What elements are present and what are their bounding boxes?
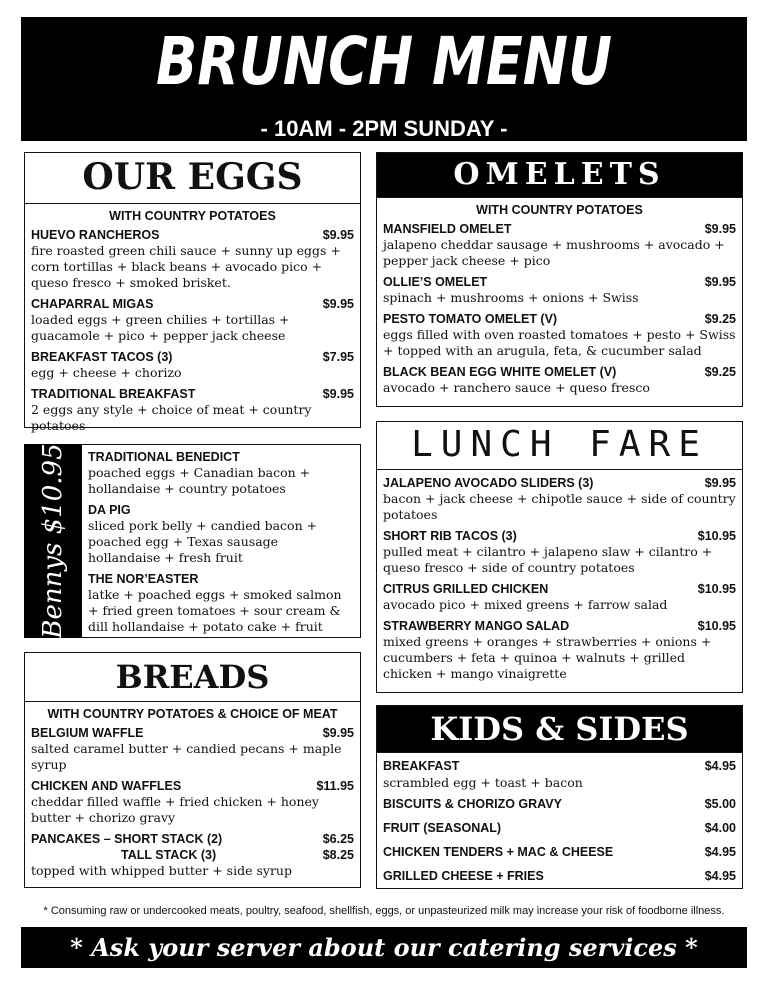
menu-item xyxy=(25,725,360,773)
item-name: CHICKEN TENDERS + MAC & CHEESE xyxy=(383,845,614,859)
item-name: CITRUS GRILLED CHICKEN xyxy=(383,582,549,596)
bennys-tab-label: Bennys $10.95 xyxy=(38,443,68,639)
section-subtitle: WITH COUNTRY POTATOES & CHOICE OF MEAT xyxy=(47,707,338,721)
section-bennys xyxy=(81,444,361,638)
item-name: CHAPARRAL MIGAS xyxy=(31,297,154,311)
item-name: TRADITIONAL BENEDICT xyxy=(88,450,240,464)
item-name: PANCAKES – SHORT STACK (2) xyxy=(31,832,223,846)
item-description: egg + cheese + chorizo xyxy=(31,365,182,380)
item-description: topped with whipped butter + side syrup xyxy=(31,863,292,878)
item-name: TRADITIONAL BREAKFAST xyxy=(31,387,196,401)
item-name: GRILLED CHEESE + FRIES xyxy=(383,869,544,883)
menu-item xyxy=(377,274,742,306)
menu-item xyxy=(25,296,360,344)
menu-item xyxy=(377,581,742,613)
item-name: CHICKEN AND WAFFLES xyxy=(31,779,182,793)
menu-item xyxy=(25,227,360,291)
item-price: $8.25 xyxy=(322,848,354,862)
item-name: STRAWBERRY MANGO SALAD xyxy=(383,619,570,633)
item-price: $9.95 xyxy=(704,222,736,236)
section-subtitle: WITH COUNTRY POTATOES xyxy=(476,203,643,217)
item-price: $9.25 xyxy=(704,312,736,326)
item-description: spinach + mushrooms + onions + Swiss xyxy=(383,290,639,305)
item-price: $9.95 xyxy=(322,726,354,740)
menu-item xyxy=(25,831,360,879)
section-title: OUR EGGS xyxy=(25,153,360,204)
item-description: bacon + jack cheese + chipotle sauce + side of country potatoes xyxy=(383,491,736,522)
item-name: MANSFIELD OMELET xyxy=(383,222,512,236)
item-name: BISCUITS & CHORIZO GRAVY xyxy=(383,797,562,811)
item-price: $7.95 xyxy=(322,350,354,364)
item-description: 2 eggs any style + choice of meat + country potatoes xyxy=(31,402,312,433)
item-price: $10.95 xyxy=(697,619,736,633)
item-price: $4.95 xyxy=(704,845,736,859)
menu-title: BRUNCH MENU xyxy=(155,23,613,100)
menu-item xyxy=(82,449,360,497)
item-name: BLACK BEAN EGG WHITE OMELET (V) xyxy=(383,365,617,379)
menu-item xyxy=(25,778,360,826)
menu-item xyxy=(377,795,742,813)
section-subtitle: WITH COUNTRY POTATOES xyxy=(109,209,276,223)
item-name: THE NOR’EASTER xyxy=(88,572,199,586)
section-our-eggs xyxy=(24,152,361,433)
item-price: $9.95 xyxy=(704,275,736,289)
menu-item xyxy=(377,618,742,682)
item-description: loaded eggs + green chilies + tortillas + guacamole + pico + pepper jack cheese xyxy=(31,312,290,343)
menu-hours: - 10AM - 2PM SUNDAY - xyxy=(260,116,508,141)
item-name: DA PIG xyxy=(88,503,131,517)
item-price: $5.00 xyxy=(704,797,736,811)
item-name: SHORT RIB TACOS (3) xyxy=(383,529,517,543)
section-lunch-fare xyxy=(376,421,743,693)
item-price: $9.25 xyxy=(704,365,736,379)
menu-item xyxy=(377,867,742,885)
item-description: fire roasted green chili sauce + sunny up eggs + corn tortillas + black beans + avocado pico + queso fresco + smoked brisket. xyxy=(31,243,341,290)
item-description: scrambled egg + toast + bacon xyxy=(383,775,583,790)
item-description: salted caramel butter + candied pecans + maple syrup xyxy=(31,741,342,772)
item-price: $9.95 xyxy=(322,228,354,242)
item-description: avocado + ranchero sauce + queso fresco xyxy=(383,380,650,395)
item-price: $9.95 xyxy=(322,387,354,401)
section-title: OMELETS xyxy=(377,153,742,198)
menu-item xyxy=(82,502,360,566)
food-safety-note: * Consuming raw or undercooked meats, poultry, seafood, shellfish, eggs, or unpasteurized milk may increase your risk of foodborne illness. xyxy=(43,905,725,917)
section-title: KIDS & SIDES xyxy=(377,706,742,753)
section-omelets xyxy=(376,152,743,407)
item-description: jalapeno cheddar sausage + mushrooms + avocado + pepper jack cheese + pico xyxy=(383,237,725,268)
item-description: cheddar filled waffle + fried chicken + honey butter + chorizo gravy xyxy=(31,794,319,825)
section-kids-sides xyxy=(376,705,743,889)
item-price: $9.95 xyxy=(322,297,354,311)
item-price: $4.00 xyxy=(704,821,736,835)
item-name: OLLIE’S OMELET xyxy=(383,275,488,289)
item-name: PESTO TOMATO OMELET (V) xyxy=(383,312,558,326)
menu-item xyxy=(377,221,742,269)
menu-item xyxy=(377,311,742,359)
item-description: avocado pico + mixed greens + farrow salad xyxy=(383,597,668,612)
item-name: BREAKFAST xyxy=(383,759,460,773)
menu-item xyxy=(377,819,742,837)
menu-item xyxy=(377,843,742,861)
bennys-tab xyxy=(24,444,82,638)
item-description: eggs filled with oven roasted tomatoes + pesto + Swiss + topped with an arugula, feta, & cucumber salad xyxy=(383,327,736,358)
item-price: $4.95 xyxy=(704,869,736,883)
section-title: LUNCH FARE xyxy=(377,422,742,470)
item-description: pulled meat + cilantro + jalapeno slaw + cilantro + queso fresco + side of country potatoes xyxy=(383,544,713,575)
menu-item xyxy=(25,349,360,381)
catering-banner: * Ask your server about our catering services * xyxy=(21,927,747,968)
section-breads xyxy=(24,652,361,888)
item-description: sliced pork belly + candied bacon + poached egg + Texas sausage hollandaise + fresh fruit xyxy=(88,518,318,565)
item-name: TALL STACK (3) xyxy=(121,848,217,862)
menu-item xyxy=(377,528,742,576)
item-name: HUEVO RANCHEROS xyxy=(31,228,160,242)
menu-item xyxy=(82,571,360,635)
item-price: $4.95 xyxy=(704,759,736,773)
item-description: mixed greens + oranges + strawberries + onions + cucumbers + feta + quinoa + walnuts + grilled chicken + mango vinaigrette xyxy=(383,634,712,681)
item-name: BELGIUM WAFFLE xyxy=(31,726,144,740)
section-title: BREADS xyxy=(25,653,360,702)
menu-item xyxy=(377,757,742,791)
item-name: JALAPENO AVOCADO SLIDERS (3) xyxy=(383,476,594,490)
menu-header xyxy=(21,17,747,141)
menu-item xyxy=(377,475,742,523)
item-price: $6.25 xyxy=(322,832,354,846)
item-description: latke + poached eggs + smoked salmon + fried green tomatoes + sour cream & dill hollandaise + potato cake + fruit xyxy=(88,587,342,634)
menu-item xyxy=(25,386,360,434)
item-name: FRUIT (SEASONAL) xyxy=(383,821,502,835)
item-price: $9.95 xyxy=(704,476,736,490)
item-price: $11.95 xyxy=(316,779,354,793)
item-description: poached eggs + Canadian bacon + hollandaise + country potatoes xyxy=(88,465,311,496)
item-price: $10.95 xyxy=(697,582,736,596)
item-name: BREAKFAST TACOS (3) xyxy=(31,350,173,364)
item-price: $10.95 xyxy=(697,529,736,543)
menu-item xyxy=(377,364,742,396)
